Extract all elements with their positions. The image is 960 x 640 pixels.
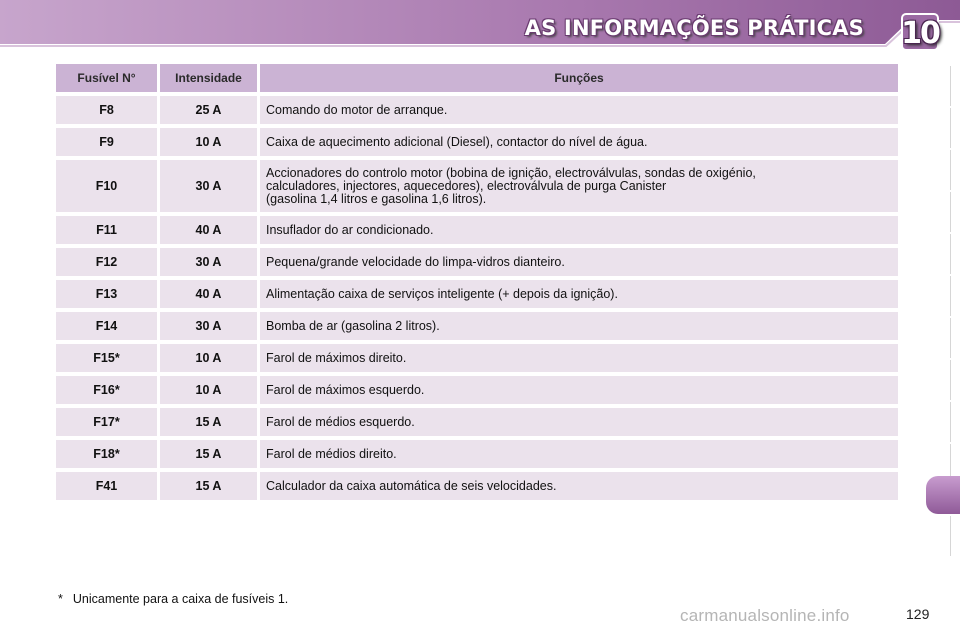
side-tab[interactable]: [932, 318, 951, 358]
table-header-row: [56, 64, 898, 92]
fuse-number-cell: F13: [56, 280, 157, 308]
table-row: [56, 160, 898, 212]
fuse-amperage-cell: 40 A: [160, 280, 257, 308]
fuse-number-cell: F17*: [56, 408, 157, 436]
fuse-amperage-cell: 25 A: [160, 96, 257, 124]
side-tab[interactable]: [932, 234, 951, 274]
side-tab[interactable]: [932, 516, 951, 556]
fuse-amperage-cell: 10 A: [160, 128, 257, 156]
table-row: [56, 376, 898, 404]
function-line: (gasolina 1,4 litros e gasolina 1,6 litros).: [266, 191, 487, 206]
fuse-function-cell: Farol de médios direito.: [260, 440, 898, 468]
table-row: [56, 344, 898, 372]
header-functions: Funções: [260, 64, 898, 92]
fuse-amperage-cell: 30 A: [160, 312, 257, 340]
table-row: [56, 128, 898, 156]
side-tab[interactable]: [932, 276, 951, 316]
header-fuse-number: Fusível N°: [56, 64, 157, 92]
side-tab[interactable]: [932, 66, 951, 106]
fuse-function-cell: [260, 160, 898, 212]
fuse-number-cell: F41: [56, 472, 157, 500]
fuse-number-cell: F18*: [56, 440, 157, 468]
chapter-number-badge: 10: [901, 15, 939, 51]
side-tab[interactable]: [932, 360, 951, 400]
fuse-number-cell: F11: [56, 216, 157, 244]
fuse-amperage-cell: 30 A: [160, 248, 257, 276]
fuse-number-cell: F12: [56, 248, 157, 276]
fuse-table: [53, 60, 901, 504]
footnote: [58, 592, 288, 606]
header-intensity: Intensidade: [160, 64, 257, 92]
fuse-number-cell: F9: [56, 128, 157, 156]
fuse-function-cell: Pequena/grande velocidade do limpa-vidros dianteiro.: [260, 248, 898, 276]
fuse-function-cell: Calculador da caixa automática de seis velocidades.: [260, 472, 898, 500]
fuse-function-cell: Bomba de ar (gasolina 2 litros).: [260, 312, 898, 340]
table-row: [56, 408, 898, 436]
fuse-amperage-cell: 30 A: [160, 160, 257, 212]
function-line: calculadores, injectores, aquecedores), electroválvula de purga Canister: [266, 178, 667, 193]
fuse-function-cell: Alimentação caixa de serviços inteligente (+ depois da ignição).: [260, 280, 898, 308]
table-row: [56, 248, 898, 276]
footnote-text: Unicamente para a caixa de fusíveis 1.: [72, 592, 289, 606]
fuse-number-cell: F8: [56, 96, 157, 124]
fuse-amperage-cell: 10 A: [160, 344, 257, 372]
table-row: [56, 440, 898, 468]
table-row: [56, 280, 898, 308]
side-tab[interactable]: [932, 108, 951, 148]
page-number: 129: [906, 606, 930, 622]
fuse-number-cell: F10: [56, 160, 157, 212]
watermark: carmanualsonline.info: [680, 606, 850, 625]
fuse-function-cell: Farol de máximos direito.: [260, 344, 898, 372]
fuse-function-cell: Insuflador do ar condicionado.: [260, 216, 898, 244]
fuse-function-cell: Caixa de aquecimento adicional (Diesel), contactor do nível de água.: [260, 128, 898, 156]
side-tab-active[interactable]: [926, 476, 960, 514]
fuse-amperage-cell: 15 A: [160, 408, 257, 436]
side-tab[interactable]: [932, 192, 951, 232]
table-row: [56, 472, 898, 500]
chapter-header-band: [0, 0, 960, 52]
table-row: [56, 312, 898, 340]
chapter-title: AS INFORMAÇÕES PRÁTICAS: [524, 16, 864, 40]
fuse-number-cell: F16*: [56, 376, 157, 404]
fuse-function-cell: Farol de máximos esquerdo.: [260, 376, 898, 404]
fuse-function-cell: Farol de médios esquerdo.: [260, 408, 898, 436]
fuse-amperage-cell: 10 A: [160, 376, 257, 404]
fuse-number-cell: F14: [56, 312, 157, 340]
table-row: [56, 96, 898, 124]
fuse-amperage-cell: 40 A: [160, 216, 257, 244]
fuse-number-cell: F15*: [56, 344, 157, 372]
fuse-amperage-cell: 15 A: [160, 440, 257, 468]
table-row: [56, 216, 898, 244]
footnote-marker: *: [58, 592, 63, 606]
function-line: Accionadores do controlo motor (bobina de ignição, electroválvulas, sondas de oxigénio,: [266, 165, 756, 180]
side-tab[interactable]: [932, 402, 951, 442]
side-tab[interactable]: [932, 150, 951, 190]
chapter-side-tabs: [926, 66, 960, 576]
fuse-amperage-cell: 15 A: [160, 472, 257, 500]
fuse-function-cell: Comando do motor de arranque.: [260, 96, 898, 124]
